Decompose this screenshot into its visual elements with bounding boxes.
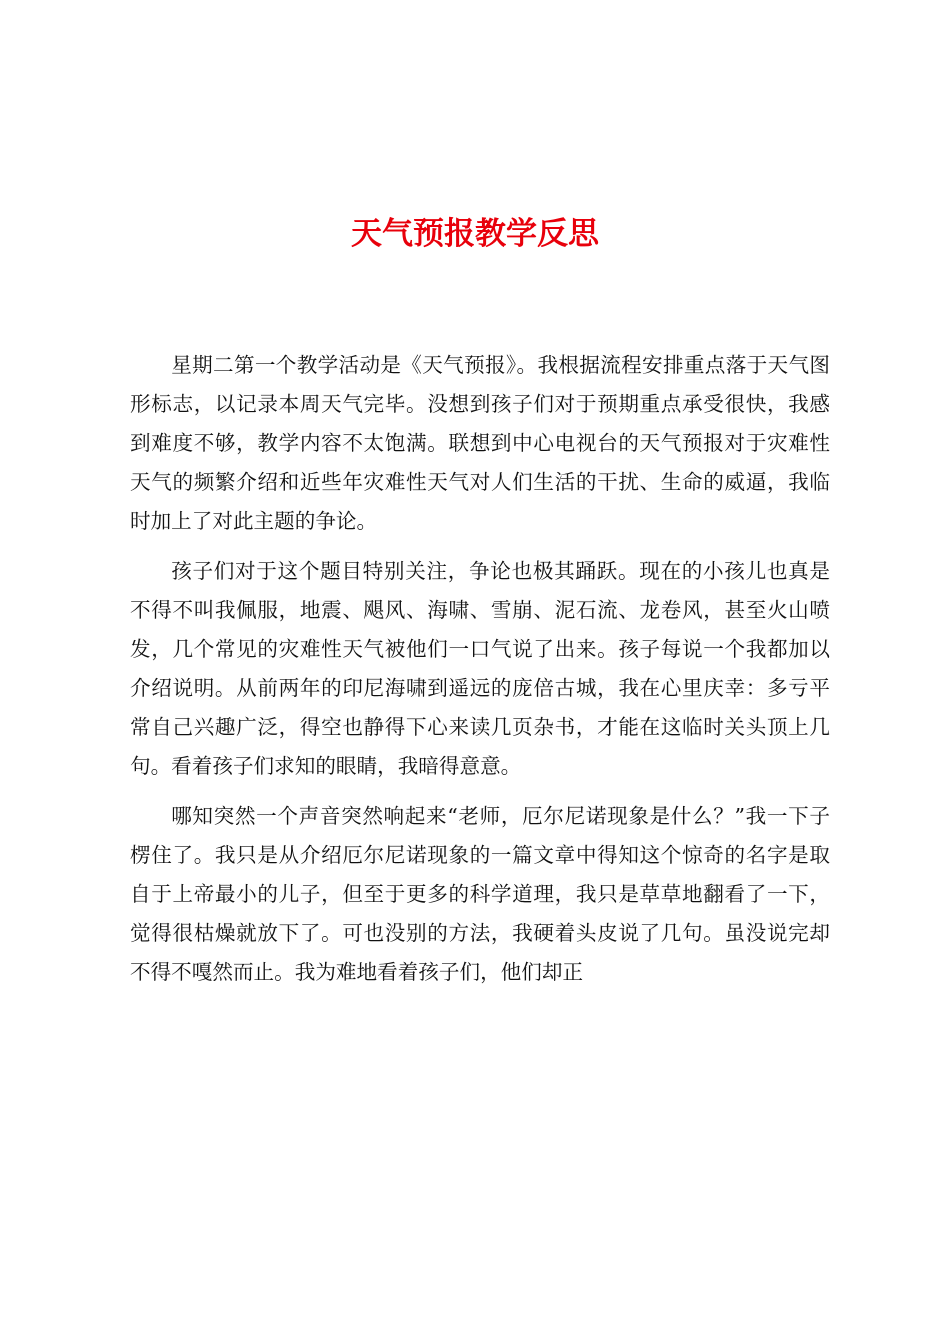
paragraph-2: 孩子们对于这个题目特别关注，争论也极其踊跃。现在的小孩儿也真是不得不叫我佩服，地震、飓风、海啸、雪崩、泥石流、龙卷风，甚至火山喷发，几个常见的灾难性天气被他们一口气说了出来。孩子每说一个我都加以介绍说明。从前两年的印尼海啸到遥远的庞倍古城，我在心里庆幸：多亏平常自己兴趣广泛，得空也静得下心来读几页杂书，才能在这临时关头顶上几句。看着孩子们求知的眼睛，我暗得意意。 (130, 559, 830, 778)
paragraph-3: 哪知突然一个声音突然响起来“老师，厄尔尼诺现象是什么？”我一下子楞住了。我只是从介绍厄尔尼诺现象的一篇文章中得知这个惊奇的名字是取自于上帝最小的儿子，但至于更多的科学道理，我只是草草地翻看了一下，觉得很枯燥就放下了。可也没别的方法，我硬着头皮说了几句。虽没说完却不得不嘎然而止。我为难地看着孩子们，他们却正 (130, 803, 830, 984)
paragraph-1: 星期二第一个教学活动是《天气预报》。我根据流程安排重点落于天气图形标志，以记录本周天气完毕。没想到孩子们对于预期重点承受很快，我感到难度不够，教学内容不太饱满。联想到中心电视台的天气预报对于灾难性天气的频繁介绍和近些年灾难性天气对人们生活的干扰、生命的威逼，我临时加上了对此主题的争论。 (130, 353, 830, 533)
document-body (130, 346, 830, 1003)
document-title: 天气预报教学反思 (351, 216, 599, 252)
